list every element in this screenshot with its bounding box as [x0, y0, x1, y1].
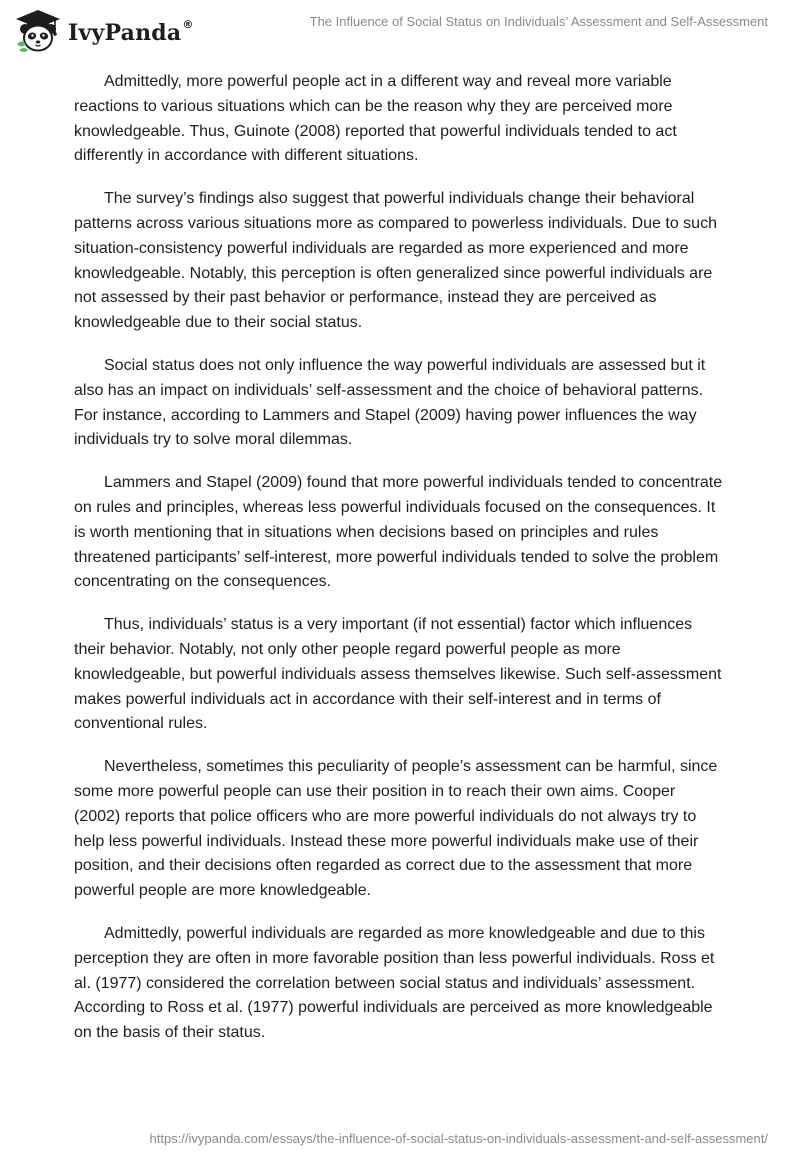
brand-wordmark	[68, 20, 194, 46]
paragraph: The survey’s findings also suggest that powerful individuals change their behavioral patterns across various situations more as compared to powerless individuals. Due to such situation-consistency powerful individuals are regarded as more experienced and more knowledgeable. Notably, this perception is often generalized since powerful individuals are not assessed by their past behavior or performance, instead they are perceived as knowledgeable due to their social status.	[74, 190, 717, 332]
document-title: The Influence of Social Status on Individuals’ Assessment and Self-Assessment	[309, 14, 768, 29]
paragraph: Thus, individuals’ status is a very important (if not essential) factor which influences their behavior. Notably, not only other people regard powerful people as more knowledgeable, but powerful individuals assess themselves likewise. Such self-assessment makes powerful individuals act in accordance with their self-interest and in terms of conventional rules.	[74, 616, 722, 733]
registered-mark: ®	[182, 18, 194, 31]
paragraph: Admittedly, powerful individuals are regarded as more knowledgeable and due to this perception they are often in more favorable position than less powerful individuals. Ross et al. (1977) considered the correlation between social status and individuals’ assessment. According to Ross et al. (1977) powerful individuals are perceived as more knowledgeable on the basis of their status.	[74, 924, 715, 1042]
page-header	[0, 0, 800, 60]
panda-graduate-icon	[14, 8, 62, 54]
paragraph: Admittedly, more powerful people act in a different way and reveal more variable reactions to various situations which can be the reason why they are perceived more knowledgeable. Thus, Guinote (2008) reported that powerful individuals tended to act differently in accordance with different situations.	[74, 73, 677, 165]
ivypanda-logo[interactable]	[14, 8, 194, 54]
paragraph: Social status does not only influence the way powerful individuals are assessed but it also has an impact on individuals’ self-assessment and the choice of behavioral patterns. For instance, according to Lammers and Stapel (2009) having power influences the way individuals try to solve moral dilemmas.	[74, 356, 706, 449]
essay-body	[74, 70, 724, 1064]
paragraph: Nevertheless, sometimes this peculiarity of people’s assessment can be harmful, since some more powerful people can use their position in to reach their own aims. Cooper (2002) reports that police officers who are more powerful individuals do not always try to help less powerful individuals. Instead these more powerful individuals make use of their position, and their decisions often regarded as correct due to the assessment that more powerful people are more knowledgeable.	[74, 758, 718, 900]
source-url[interactable]: https://ivypanda.com/essays/the-influence-of-social-status-on-individuals-assessment-and-self-assessment/	[149, 1131, 768, 1146]
brand-name: IvyPanda	[68, 20, 182, 46]
paragraph: Lammers and Stapel (2009) found that more powerful individuals tended to concentrate on rules and principles, whereas less powerful individuals focused on the consequences. It is worth mentioning that in situations when decisions based on principles and rules threatened participants’ self-interest, more powerful individuals tended to solve the problem concentrating on the consequences.	[74, 474, 723, 591]
